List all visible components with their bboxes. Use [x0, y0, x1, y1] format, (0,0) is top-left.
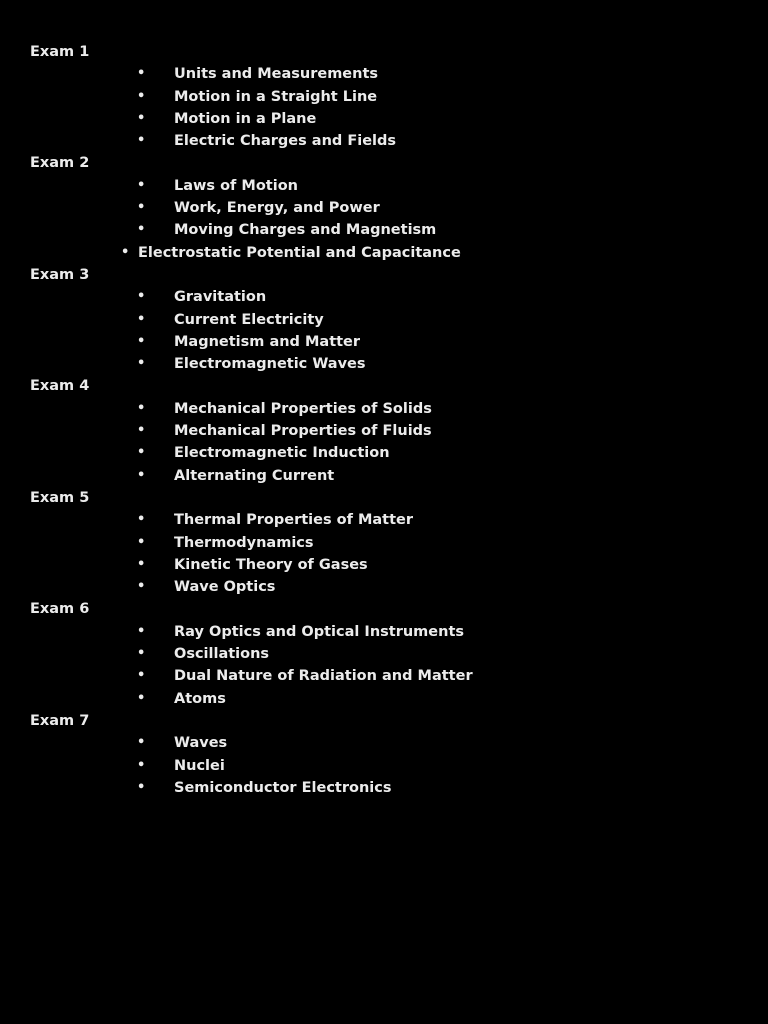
topic-label: Work, Energy, and Power [174, 200, 380, 217]
bullet-icon: • [137, 200, 146, 216]
bullet-icon: • [137, 579, 146, 595]
bullet-icon: • [137, 289, 146, 305]
exam-heading: Exam 3 [30, 266, 90, 283]
exam-heading: Exam 4 [30, 378, 90, 395]
exam-section [0, 264, 768, 375]
topic-item [0, 755, 768, 777]
topic-item [0, 777, 768, 799]
topic-item [0, 242, 768, 264]
topic-item [0, 576, 768, 598]
topic-label: Mechanical Properties of Solids [174, 400, 432, 417]
topic-label: Laws of Motion [174, 177, 298, 194]
exam-heading: Exam 2 [30, 155, 90, 172]
exam-section [0, 598, 768, 709]
topic-item [0, 219, 768, 241]
topic-item [0, 309, 768, 331]
topic-item [0, 442, 768, 464]
bullet-icon: • [137, 757, 146, 773]
bullet-icon: • [137, 400, 146, 416]
bullet-icon: • [137, 311, 146, 327]
topic-label: Electric Charges and Fields [174, 133, 397, 150]
bullet-icon: • [137, 735, 146, 751]
exam-section [0, 41, 768, 152]
topic-label: Gravitation [174, 289, 267, 306]
bullet-icon: • [137, 333, 146, 349]
bullet-icon: • [137, 110, 146, 126]
bullet-icon: • [137, 133, 146, 149]
topic-item [0, 86, 768, 108]
topic-item [0, 732, 768, 754]
bullet-icon: • [121, 244, 130, 260]
bullet-icon: • [137, 356, 146, 372]
exam-section [0, 375, 768, 486]
bullet-icon: • [137, 66, 146, 82]
topic-list [0, 732, 768, 799]
topic-list [0, 398, 768, 487]
bullet-icon: • [137, 556, 146, 572]
exam-heading: Exam 1 [30, 44, 90, 60]
topic-label: Semiconductor Electronics [174, 779, 392, 796]
bullet-icon: • [137, 445, 146, 461]
topic-label: Motion in a Straight Line [174, 88, 378, 105]
bullet-icon: • [137, 423, 146, 439]
bullet-icon: • [137, 646, 146, 662]
topic-list [0, 286, 768, 375]
topic-item [0, 621, 768, 643]
topic-item [0, 420, 768, 442]
bullet-icon: • [137, 88, 146, 104]
topic-item [0, 643, 768, 665]
exam-syllabus-document [0, 41, 768, 799]
topic-label: Alternating Current [174, 467, 335, 484]
topic-item [0, 130, 768, 152]
exam-section [0, 710, 768, 799]
bullet-icon: • [137, 512, 146, 528]
exam-heading: Exam 7 [30, 712, 90, 729]
exam-section [0, 487, 768, 598]
bullet-icon: • [137, 668, 146, 684]
bullet-icon: • [137, 690, 146, 706]
exam-heading: Exam 5 [30, 489, 90, 506]
topic-label: Mechanical Properties of Fluids [174, 423, 432, 440]
bullet-icon: • [137, 467, 146, 483]
exam-heading: Exam 6 [30, 601, 90, 618]
topic-item [0, 175, 768, 197]
topic-label: Moving Charges and Magnetism [174, 222, 437, 239]
topic-item [0, 63, 768, 85]
topic-label: Units and Measurements [174, 66, 379, 83]
topic-list [0, 509, 768, 598]
bullet-icon: • [137, 222, 146, 238]
topic-label: Current Electricity [174, 311, 324, 328]
bullet-icon: • [137, 623, 146, 639]
topic-label: Electrostatic Potential and Capacitance [138, 244, 461, 261]
topic-label: Atoms [174, 690, 226, 707]
bullet-icon: • [137, 534, 146, 550]
topic-label: Electromagnetic Induction [174, 445, 390, 462]
topic-item [0, 353, 768, 375]
bullet-icon: • [137, 177, 146, 193]
topic-label: Electromagnetic Waves [174, 356, 366, 373]
topic-label: Oscillations [174, 646, 270, 663]
topic-label: Wave Optics [174, 579, 276, 596]
topic-item [0, 286, 768, 308]
topic-item [0, 688, 768, 710]
exam-section [0, 152, 768, 263]
topic-label: Ray Optics and Optical Instruments [174, 623, 465, 640]
topic-label: Motion in a Plane [174, 110, 317, 127]
topic-label: Nuclei [174, 757, 225, 774]
topic-item [0, 398, 768, 420]
topic-item [0, 509, 768, 531]
topic-list [0, 63, 768, 152]
topic-item [0, 465, 768, 487]
topic-list [0, 621, 768, 710]
topic-label: Thermal Properties of Matter [174, 512, 414, 529]
topic-list [0, 175, 768, 264]
topic-label: Waves [174, 735, 228, 752]
topic-label: Thermodynamics [174, 534, 314, 551]
topic-item [0, 197, 768, 219]
topic-item [0, 554, 768, 576]
topic-label: Magnetism and Matter [174, 333, 361, 350]
topic-label: Dual Nature of Radiation and Matter [174, 668, 473, 685]
bullet-icon: • [137, 779, 146, 795]
topic-item [0, 532, 768, 554]
topic-item [0, 331, 768, 353]
topic-label: Kinetic Theory of Gases [174, 556, 368, 573]
topic-item [0, 108, 768, 130]
topic-item [0, 665, 768, 687]
